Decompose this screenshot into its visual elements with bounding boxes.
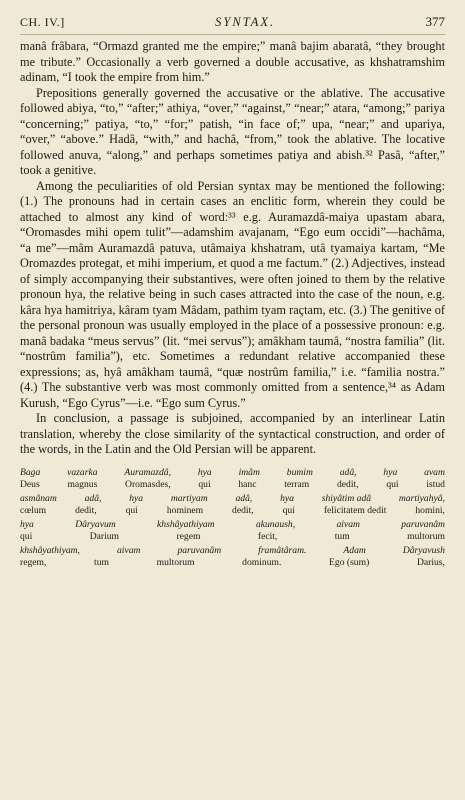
interlinear-word: martiyam <box>170 492 208 504</box>
interlinear-word: dominum. <box>242 556 282 568</box>
running-title: SYNTAX. <box>215 15 276 29</box>
interlinear-word: dedit, <box>75 504 97 516</box>
interlinear-word: Dâryavum <box>75 518 116 530</box>
chapter-label: CH. IV.] <box>20 15 65 29</box>
interlinear-word: Baga <box>20 466 41 478</box>
interlinear-translation <box>20 467 445 569</box>
interlinear-word: adâ, <box>84 492 102 504</box>
interlinear-word: paruvanâm <box>177 544 222 556</box>
interlinear-word: qui <box>282 504 295 516</box>
interlinear-word: cœlum <box>20 504 47 516</box>
interlinear-word: dedit, <box>232 504 254 516</box>
interlinear-word: dedit, <box>336 478 359 490</box>
interlinear-word: Deus <box>20 478 40 490</box>
interlinear-word: hya <box>20 518 34 530</box>
interlinear-latin-line <box>20 479 445 491</box>
page-number: 377 <box>425 14 445 29</box>
interlinear-word: tum <box>94 556 109 568</box>
interlinear-persian-line <box>20 493 445 505</box>
body-text <box>20 39 445 458</box>
interlinear-latin-line <box>20 531 445 543</box>
interlinear-word: khshâyathiyam, <box>20 544 80 556</box>
interlinear-word: paruvanâm <box>401 518 445 530</box>
interlinear-word: homini, <box>415 504 445 516</box>
interlinear-word: regem, <box>20 556 47 568</box>
interlinear-word: framâtâram. <box>258 544 307 556</box>
interlinear-word: shiyâtim adâ <box>321 492 372 504</box>
interlinear-word: hya <box>383 466 398 478</box>
interlinear-word: hya <box>129 492 144 504</box>
interlinear-word: multorum <box>156 556 195 568</box>
interlinear-word: hanc <box>238 478 257 490</box>
interlinear-word: fecit, <box>257 530 278 542</box>
running-header <box>20 14 445 35</box>
paragraph-continuation: manâ frâbara, “Ormazd granted me the empire;” manâ bajim abaratâ, “they brought me tribute.” Occasionally a verb governed a double accusative, as khshatramshim adinam, “I took the empire from him.” <box>20 39 445 84</box>
interlinear-word: felicitatem dedit <box>323 504 387 516</box>
interlinear-word: aivam <box>336 518 360 530</box>
interlinear-word: tum <box>334 530 350 542</box>
interlinear-word: adâ, <box>235 492 253 504</box>
interlinear-word: qui <box>198 478 211 490</box>
interlinear-word: Ego (sum) <box>329 556 370 568</box>
paragraph-conclusion: In conclusion, a passage is subjoined, accompanied by an interlinear Latin translation, whereby the close similarity of the syntactical construction, and order of the words, in the Latin and the Old Persian will be apparent. <box>20 411 445 456</box>
interlinear-word: magnus <box>67 478 98 490</box>
interlinear-word: Darium <box>89 530 120 542</box>
interlinear-persian-line <box>20 519 445 531</box>
interlinear-word: Oromasdes, <box>125 478 171 490</box>
interlinear-word: qui <box>20 530 33 542</box>
interlinear-word: asmânam <box>20 492 57 504</box>
interlinear-word: hominem <box>166 504 204 516</box>
interlinear-word: vazarka <box>67 466 98 478</box>
interlinear-word: avam <box>424 466 445 478</box>
interlinear-word: bumim <box>286 466 313 478</box>
interlinear-word: hya <box>197 466 212 478</box>
interlinear-word: regem <box>176 530 201 542</box>
interlinear-word: khshâyathiyam <box>157 518 215 530</box>
interlinear-word: imâm <box>238 466 260 478</box>
interlinear-word: Dâryavush <box>402 544 445 556</box>
interlinear-latin-line <box>20 505 445 517</box>
interlinear-word: qui <box>125 504 138 516</box>
interlinear-word: Adam <box>343 544 366 556</box>
interlinear-word: Auramazdâ, <box>124 466 171 478</box>
interlinear-latin-line <box>20 557 445 569</box>
interlinear-word: martiyahyâ, <box>398 492 445 504</box>
interlinear-word: aivam <box>116 544 141 556</box>
interlinear-word: akunaush, <box>255 518 296 530</box>
paragraph-peculiarities: Among the peculiarities of old Persian syntax may be mentioned the following: (1.) The pronouns had in certain cases an enclitic form, wherein they could be attached to almost any kind of word:³³ e.g. Auramazdâ-maiya upastam abara, “Oromasdes mihi opem tulit”—adamshim avajanam, “Ego eum occidi”—hachâma, “a me”—mâm Auramazdâ patuva, utâmaiya khshatram, utâ tyamaiya kartam, “Me Oromazdes protegat, et mihi imperium, et quod a me factum.” (2.) Adjectives, instead of simply accompanying their substantives, were often joined to them by the relative pronoun hya, the relative being in such cases attracted into the case of the noun, e.g. kâra hya hamitriya, kâram tyam Mâdam, pathim tyam raçtam, etc. (3.) The genitive of the personal pronoun was usually employed in the place of a possessive pronoun: e.g. manâ badaka “meus servus” (lit. “mei servus”); amâkham taumâ, “nostra familia” (lit. “nostrûm familia”), etc. Sometimes a redundant relative accompanied these expressions; as, hyâ amâkham taumâ, “quæ nostrûm familia,” i.e. “familia nostra.” (4.) The substantive verb was most commonly omitted from a sentence,³⁴ as Adam Kurush, “Ego Cyrus”—i.e. “Ego sum Cyrus.” <box>20 178 445 410</box>
interlinear-word: istud <box>426 478 445 490</box>
interlinear-word: qui <box>386 478 399 490</box>
interlinear-word: hya <box>280 492 294 504</box>
interlinear-word: terram <box>284 478 310 490</box>
interlinear-persian-line <box>20 467 445 479</box>
interlinear-word: Darius, <box>416 556 445 568</box>
paragraph-prepositions: Prepositions generally governed the accusative or the ablative. The accusative followed abiya, “to,” “after;” athiya, “over,” “against,” “near;” atara, “among;” pariya “concerning;” patiya, “to,” “for;” patish, “in face of;” upa, “near;” and upariya, “over,” “above.” Hadâ, “with,” and hachâ, “from,” took the ablative. The locative followed anuva, “along,” and perhaps sometimes patiya and abish.³² Pasâ, “after,” took a genitive. <box>20 85 445 177</box>
interlinear-word: adâ, <box>339 466 357 478</box>
interlinear-word: multorum <box>407 530 445 542</box>
interlinear-persian-line <box>20 545 445 557</box>
